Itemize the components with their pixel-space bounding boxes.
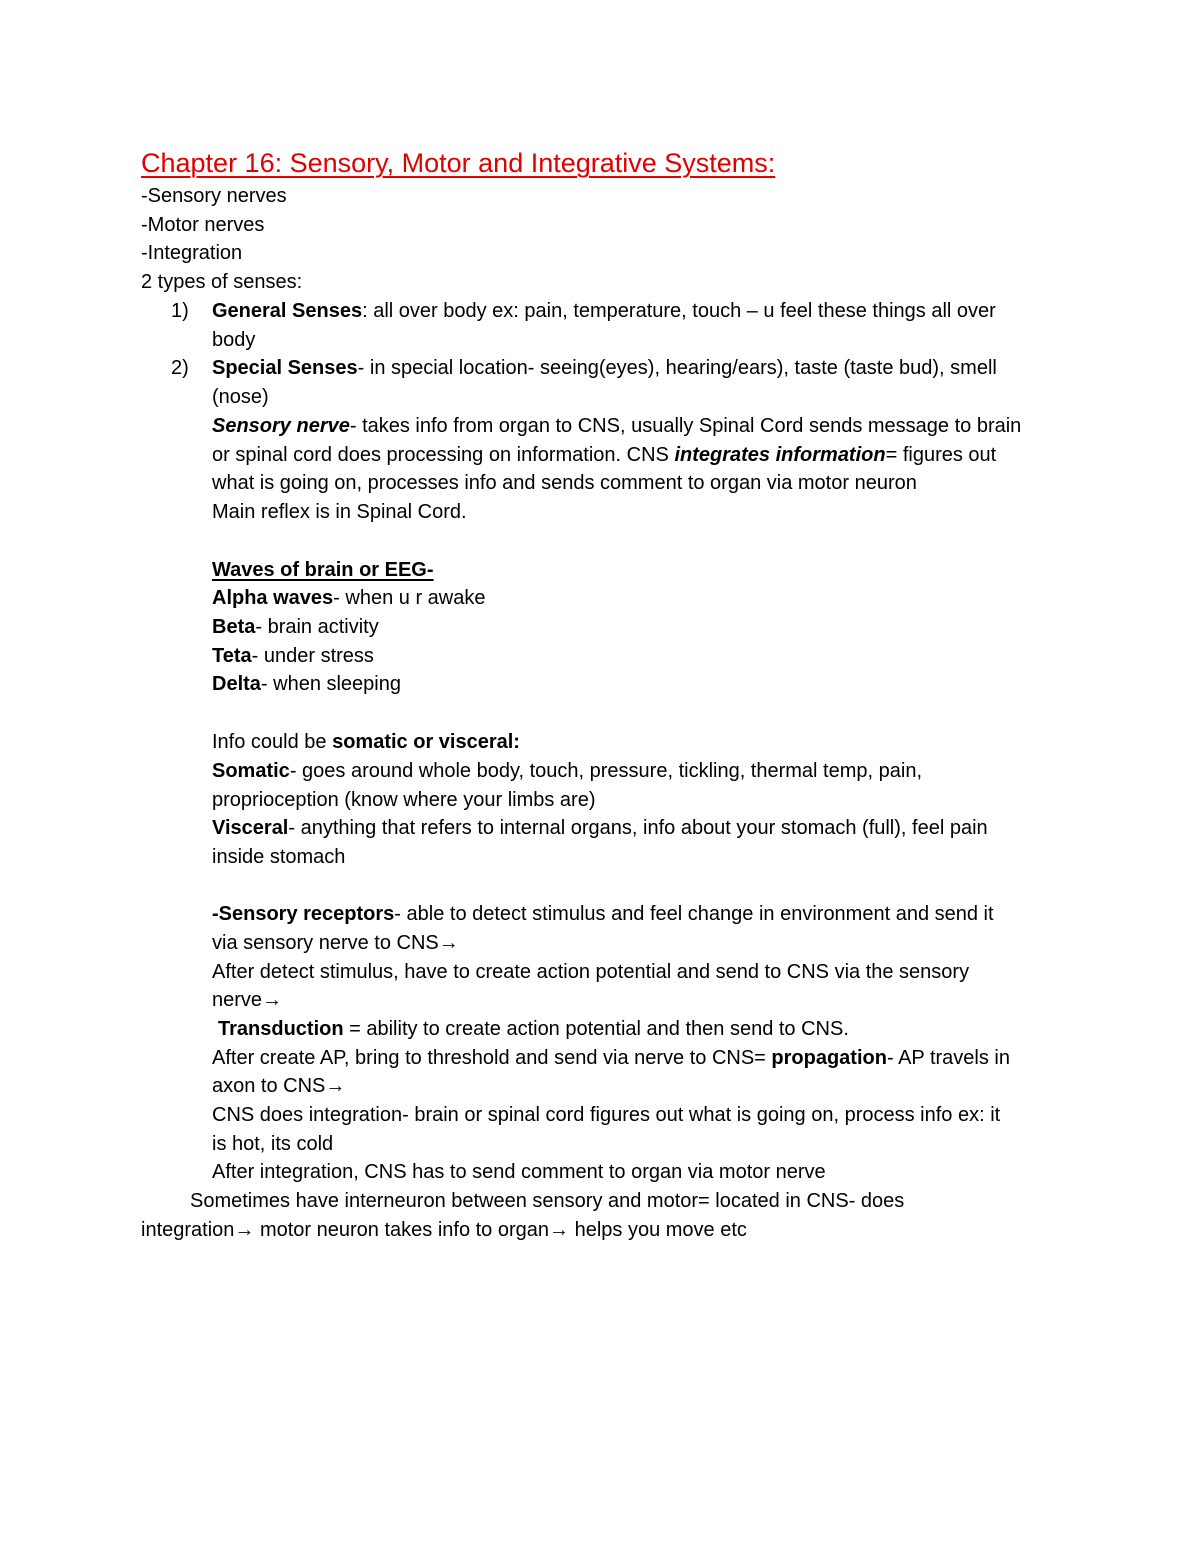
special-senses-line	[212, 355, 997, 381]
sensory-nerve-line	[212, 413, 1021, 439]
sensory-receptors-continuation: via sensory nerve to CNS→	[212, 932, 459, 954]
waves-heading-text: Waves of brain or EEG-	[212, 559, 434, 581]
alpha-waves-term: Alpha waves	[212, 587, 334, 609]
delta-line	[212, 671, 401, 697]
visceral-term: Visceral	[212, 817, 289, 839]
info-intro-term: somatic or visceral:	[332, 731, 520, 753]
alpha-waves-line	[212, 585, 485, 611]
somatic-term: Somatic	[212, 760, 290, 782]
info-intro-line	[212, 729, 520, 755]
visceral-continuation: inside stomach	[212, 846, 346, 868]
beta-text: - brain activity	[255, 616, 379, 638]
detect-stimulus-continuation: nerve→	[212, 989, 283, 1011]
beta-line	[212, 614, 379, 640]
cns-integrates-continuation: what is going on, processes info and sends comment to organ via motor neuron	[212, 472, 917, 494]
cns-integration-line: CNS does integration- brain or spinal cord figures out what is going on, process info ex: it	[212, 1104, 1001, 1126]
sensory-nerve-text: - takes info from organ to CNS, usually Spinal Cord sends message to brain	[349, 415, 1022, 437]
cns-integrates-text-a: or spinal cord does processing on information. CNS	[212, 444, 675, 466]
propagation-term: propagation	[771, 1047, 887, 1069]
teta-line	[212, 643, 374, 669]
after-integration-line: After integration, CNS has to send comment to organ via motor nerve	[212, 1161, 826, 1183]
propagation-continuation: axon to CNS→	[212, 1075, 346, 1097]
intro-line-motor-nerves: -Motor nerves	[141, 214, 265, 236]
sensory-receptors-term: -Sensory receptors	[212, 903, 395, 925]
intro-line-sensory-nerves: -Sensory nerves	[141, 185, 287, 207]
visceral-text: - anything that refers to internal organs, info about your stomach (full), feel pain	[288, 817, 988, 839]
teta-term: Teta	[212, 645, 252, 667]
cns-integrates-text-b: = figures out	[885, 444, 997, 466]
detect-stimulus-line: After detect stimulus, have to create action potential and send to CNS via the sensory	[212, 961, 970, 983]
propagation-text-a: After create AP, bring to threshold and send via nerve to CNS=	[212, 1047, 772, 1069]
special-senses-continuation: (nose)	[212, 386, 269, 408]
list-number-1: 1)	[171, 300, 189, 322]
main-reflex-line: Main reflex is in Spinal Cord.	[212, 501, 467, 523]
transduction-text: = ability to create action potential and then send to CNS.	[343, 1018, 849, 1040]
general-senses-term: General Senses	[212, 300, 363, 322]
list-number-2: 2)	[171, 357, 189, 379]
beta-term: Beta	[212, 616, 256, 638]
general-senses-continuation: body	[212, 329, 256, 351]
sensory-receptors-text: - able to detect stimulus and feel change in environment and send it	[394, 903, 994, 925]
sensory-receptors-line	[212, 901, 994, 927]
special-senses-text: - in special location- seeing(eyes), hearing/ears), taste (taste bud), smell	[357, 357, 997, 379]
interneuron-line: Sometimes have interneuron between sensory and motor= located in CNS- does	[190, 1190, 905, 1212]
delta-term: Delta	[212, 673, 261, 695]
propagation-text-b: - AP travels in	[886, 1047, 1010, 1069]
cns-integrates-term: integrates information	[674, 444, 886, 466]
teta-text: - under stress	[251, 645, 374, 667]
sensory-nerve-term: Sensory nerve	[212, 415, 350, 437]
somatic-line	[212, 758, 922, 784]
alpha-waves-text: - when u r awake	[333, 587, 486, 609]
general-senses-text: : all over body ex: pain, temperature, touch – u feel these things all over	[362, 300, 996, 322]
waves-heading	[212, 557, 434, 583]
intro-line-types-of-senses: 2 types of senses:	[141, 271, 303, 293]
chapter-title: Chapter 16: Sensory, Motor and Integrative Systems:	[141, 148, 776, 178]
somatic-text: - goes around whole body, touch, pressure, tickling, thermal temp, pain,	[289, 760, 922, 782]
interneuron-continuation: integration→ motor neuron takes info to organ→ helps you move etc	[141, 1219, 747, 1241]
transduction-line	[218, 1016, 849, 1042]
intro-line-integration: -Integration	[141, 242, 243, 264]
transduction-term: Transduction	[218, 1018, 344, 1040]
info-intro-text: Info could be	[212, 731, 333, 753]
propagation-line	[212, 1045, 1010, 1071]
special-senses-term: Special Senses	[212, 357, 358, 379]
cns-integration-continuation: is hot, its cold	[212, 1133, 334, 1155]
general-senses-line	[212, 298, 996, 324]
somatic-continuation: proprioception (know where your limbs are)	[212, 789, 596, 811]
visceral-line	[212, 815, 988, 841]
cns-integrates-line	[212, 442, 996, 468]
delta-text: - when sleeping	[260, 673, 401, 695]
